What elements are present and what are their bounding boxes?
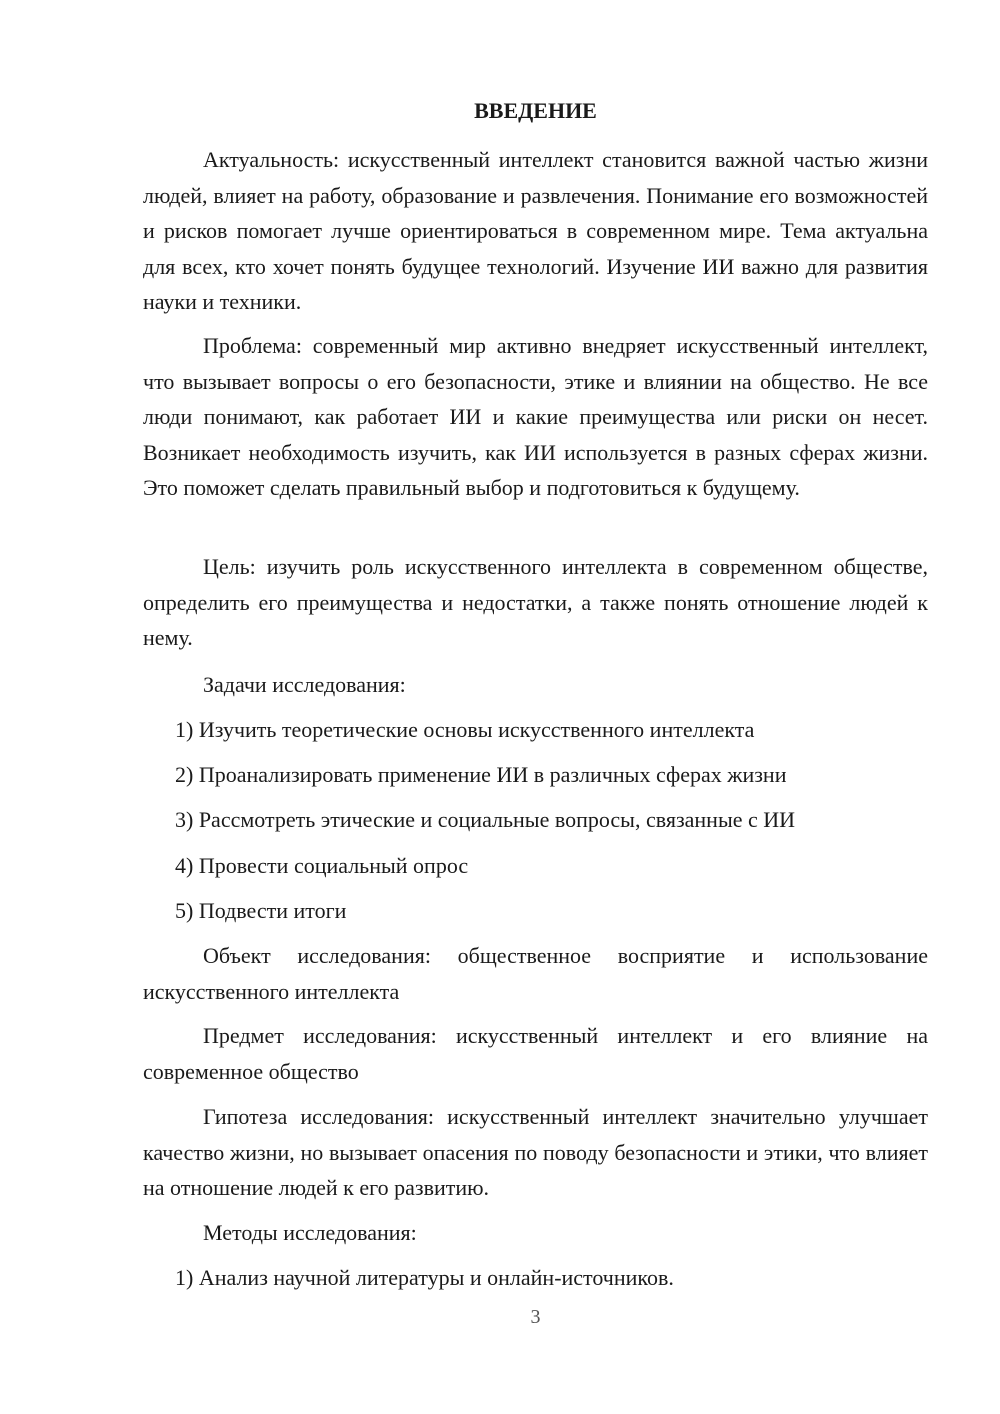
goal-text: Цель: изучить роль искусственного интеллекта в современном обществе, определить его преимущества и недостатки, а также понять отношение людей к нему. <box>143 554 928 651</box>
problem-text: Проблема: современный мир активно внедряет искусственный интеллект, что вызывает вопросы о его безопасности, этике и влиянии на общество. Не все люди понимают, как работает ИИ и какие преимущества или риски он несет. Возникает необходимость изучить, как ИИ используется в разных сферах жизни. Это поможет сделать правильный выбор и подготовиться к будущему. <box>143 333 928 501</box>
subject-paragraph <box>143 1018 928 1089</box>
page-title: ВВЕДЕНИЕ <box>474 98 597 123</box>
goal-paragraph <box>143 549 928 656</box>
problem-paragraph <box>143 328 928 506</box>
tasks-heading: Задачи исследования: <box>203 672 406 697</box>
task-item: 5) Подвести итоги <box>175 898 347 923</box>
page-number: 3 <box>530 1306 541 1328</box>
task-item: 1) Изучить теоретические основы искусственного интеллекта <box>175 717 755 742</box>
task-item: 3) Рассмотреть этические и социальные вопросы, связанные с ИИ <box>175 807 796 832</box>
relevance-paragraph <box>143 142 928 320</box>
subject-text: Предмет исследования: искусственный интеллект и его влияние на современное общество <box>143 1023 928 1084</box>
object-text: Объект исследования: общественное восприятие и использование искусственного интеллекта <box>143 943 928 1004</box>
task-item: 4) Провести социальный опрос <box>175 853 469 878</box>
task-item: 2) Проанализировать применение ИИ в различных сферах жизни <box>175 762 787 787</box>
methods-heading: Методы исследования: <box>203 1220 417 1245</box>
hypothesis-text: Гипотеза исследования: искусственный интеллект значительно улучшает качество жизни, но вызывает опасения по поводу безопасности и этики, что влияет на отношение людей к его развитию. <box>143 1104 928 1201</box>
relevance-text: Актуальность: искусственный интеллект становится важной частью жизни людей, влияет на работу, образование и развлечения. Понимание его возможностей и рисков помогает лучше ориентироваться в современном мире. Тема актуальна для всех, кто хочет понять будущее технологий. Изучение ИИ важно для развития науки и техники. <box>143 147 928 315</box>
object-paragraph <box>143 938 928 1009</box>
hypothesis-paragraph <box>143 1099 928 1206</box>
method-item: 1) Анализ научной литературы и онлайн-источников. <box>175 1265 674 1290</box>
